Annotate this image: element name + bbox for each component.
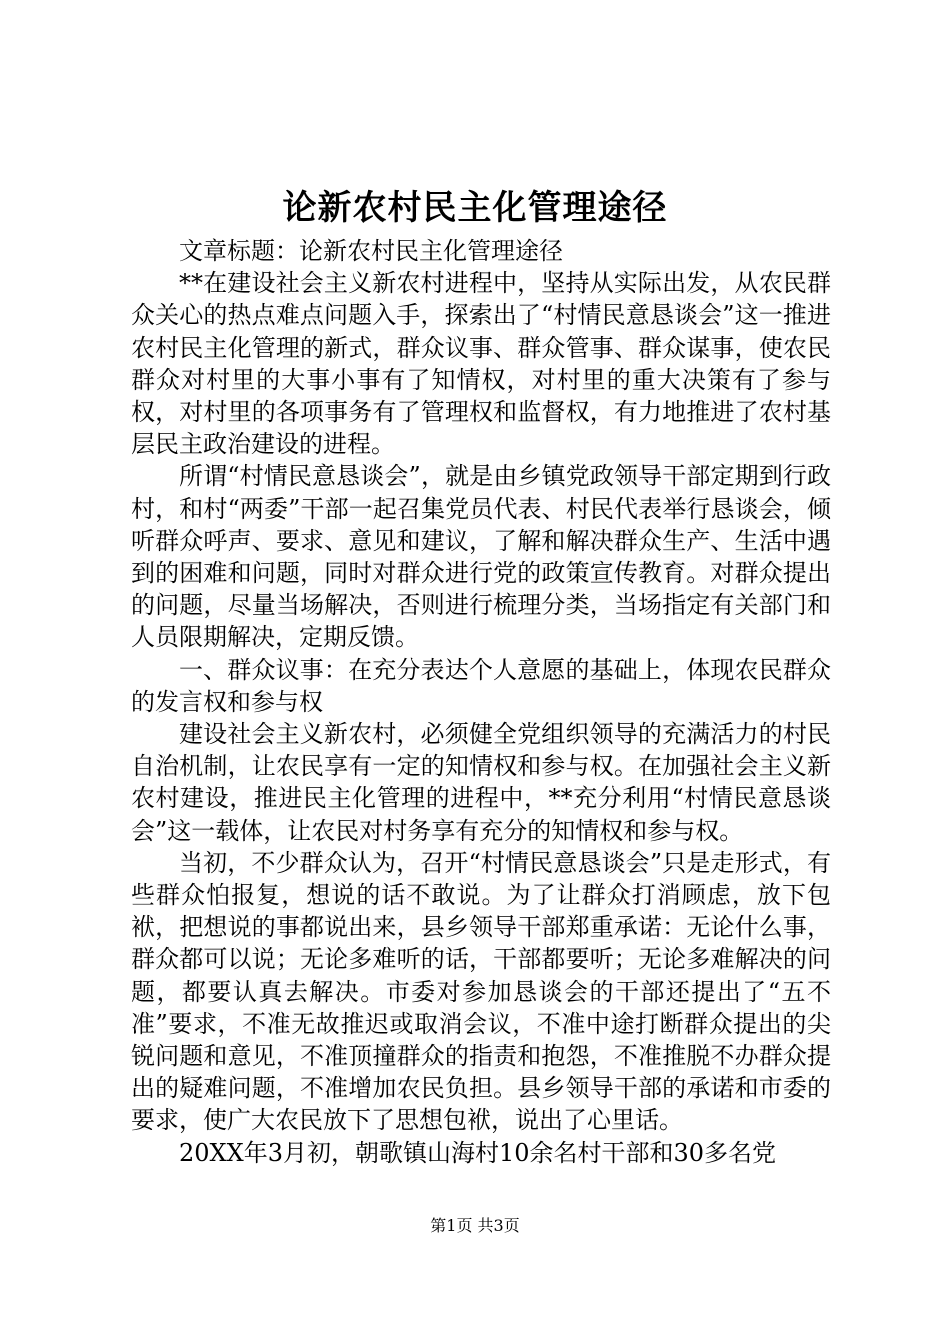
section-heading: 一、群众议事：在充分表达个人意愿的基础上，体现农民群众的发言权和参与权 [131,655,831,716]
paragraph: 20XX年3月初，朝歌镇山海村10余名村干部和30多名党 [179,1138,777,1167]
paragraph: 建设社会主义新农村，必须健全党组织领导的充满活力的村民自治机制，让农民享有一定的知情权和参与权。在加强社会主义新农村建设，推进民主化管理的进程中，**充分利用“村情民意恳谈会”这一载体，让农民对村务享有充分的知情权和参与权。 [131,720,831,845]
page-footer: 第1页 共3页 [430,1216,520,1235]
paragraph: 当初，不少群众认为，召开“村情民意恳谈会”只是走形式，有些群众怕报复，想说的话不敢说。为了让群众打消顾虑，放下包袱，把想说的事都说出来，县乡领导干部郑重承诺：无论什么事，群众都可以说；无论多难听的话，干部都要听；无论多难解决的问题，都要认真去解决。市委对参加恳谈会的干部还提出了“五不准”要求，不准无故推迟或取消会议，不准中途打断群众提出的尖锐问题和意见，不准顶撞群众的指责和抱怨，不准推脱不办群众提出的疑难问题，不准增加农民负担。县乡领导干部的承诺和市委的要求，使广大农民放下了思想包袱，说出了心里话。 [131,848,831,1135]
paragraph: **在建设社会主义新农村进程中，坚持从实际出发，从农民群众关心的热点难点问题入手，探索出了“村情民意恳谈会”这一推进农村民主化管理的新式，群众议事、群众管事、群众谋事，使农民群众对村里的大事小事有了知情权，对村里的重大决策有了参与权，对村里的各项事务有了管理权和监督权，有力地推进了农村基层民主政治建设的进程。 [131,269,831,459]
paragraph: 所谓“村情民意恳谈会”，就是由乡镇党政领导干部定期到行政村，和村“两委”干部一起召集党员代表、村民代表举行恳谈会，倾听群众呼声、要求、意见和建议，了解和解决群众生产、生活中遇到的困难和问题，同时对群众进行党的政策宣传教育。对群众提出的问题，尽量当场解决，否则进行梳理分类，当场指定有关部门和人员限期解决，定期反馈。 [131,462,831,652]
document-body [131,235,831,1169]
document-title: 论新农村民主化管理途径 [282,188,668,228]
paragraph-article-title: 文章标题：论新农村民主化管理途径 [179,237,563,265]
